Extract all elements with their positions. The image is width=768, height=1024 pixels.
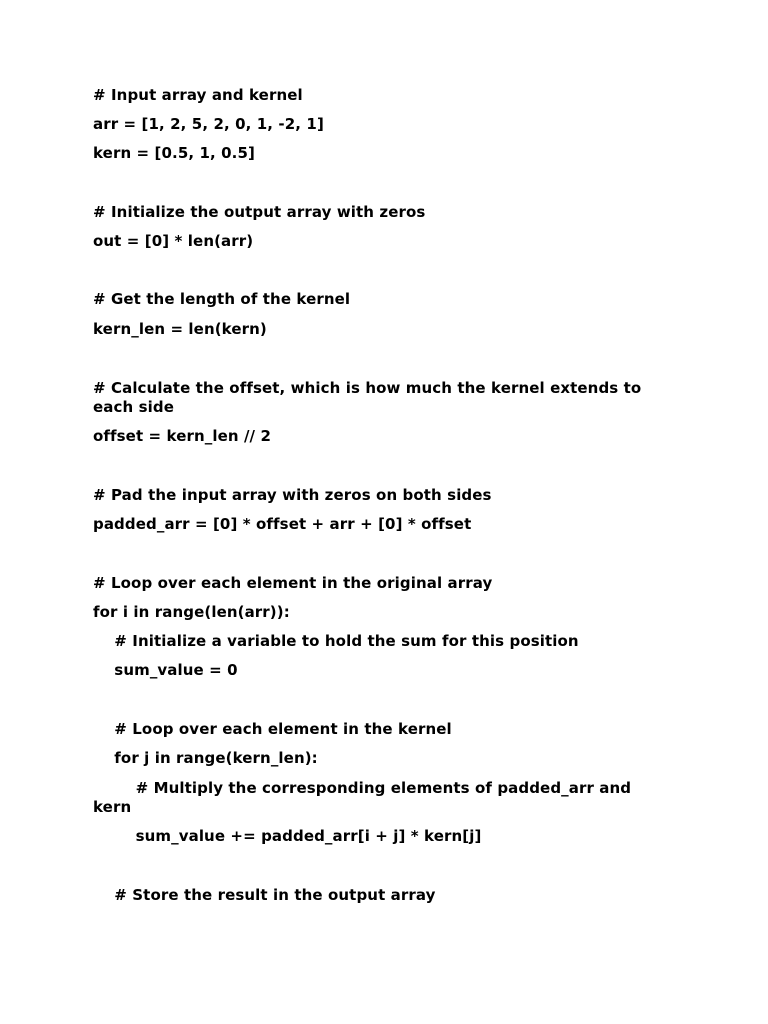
code-line: arr = [1, 2, 5, 2, 0, 1, -2, 1]	[93, 115, 324, 133]
code-comment-line: # Initialize the output array with zeros	[93, 203, 426, 221]
code-line: out = [0] * len(arr)	[93, 232, 254, 250]
code-line: offset = kern_len // 2	[93, 427, 271, 445]
code-line: sum_value = 0	[93, 661, 238, 679]
code-comment-line: # Loop over each element in the original array	[93, 574, 493, 592]
code-comment-line: # Calculate the offset, which is how much the kernel extends to each side	[93, 379, 647, 416]
code-line: for i in range(len(arr)):	[93, 603, 290, 621]
code-comment-line: # Initialize a variable to hold the sum for this position	[93, 632, 579, 650]
code-comment-line: # Loop over each element in the kernel	[93, 720, 452, 738]
code-comment-line: # Pad the input array with zeros on both sides	[93, 486, 492, 504]
code-line: kern = [0.5, 1, 0.5]	[93, 144, 255, 162]
code-comment-line: # Multiply the corresponding elements of padded_arr and kern	[93, 779, 637, 816]
code-line: padded_arr = [0] * offset + arr + [0] * offset	[93, 515, 472, 533]
code-line: for j in range(kern_len):	[93, 749, 318, 767]
code-comment-line: # Store the result in the output array	[93, 886, 436, 904]
code-comment-line: # Input array and kernel	[93, 86, 303, 104]
code-line: kern_len = len(kern)	[93, 320, 267, 338]
code-comment-line: # Get the length of the kernel	[93, 290, 351, 308]
code-line: sum_value += padded_arr[i + j] * kern[j]	[93, 827, 482, 845]
